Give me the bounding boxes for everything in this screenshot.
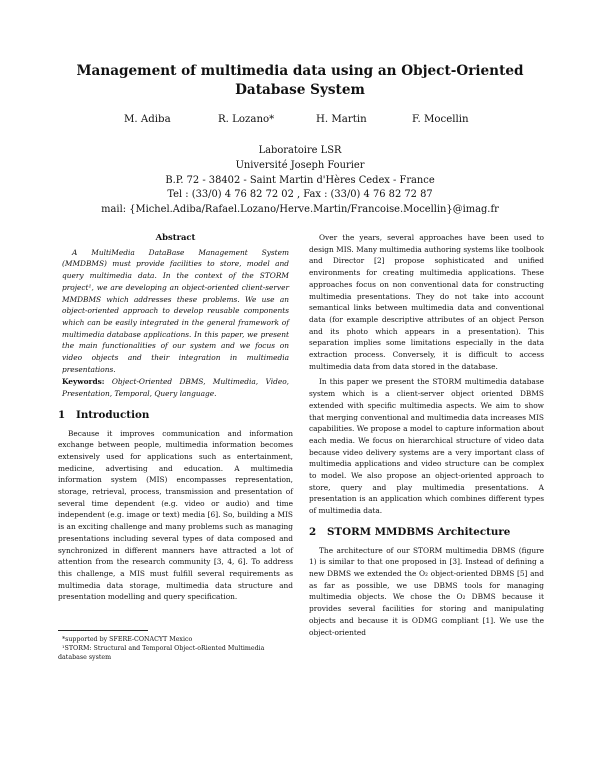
architecture-paragraph: The architecture of our STORM multimedia DBMS (figure 1) is similar to that one proposed in [3]. Instead of defining a new DBMS we extended the O₂ object-oriented DBMS [5] and as far as possible, we use DBMS tools for managing multimedia objects. We chose the O₂ DBMS because it provides several facilities for storing and manipulating objects and because it is ODMG compliant [1]. We use the object-oriented bbox=[309, 545, 544, 637]
left-column bbox=[58, 232, 293, 603]
author-name: F. Mocellin bbox=[412, 114, 469, 125]
keywords-text: Object-Oriented DBMS, Multimedia, Video, Presentation, Temporal, Query language. bbox=[62, 377, 289, 399]
body-paragraph: Over the years, several approaches have been used to design MIS. Many multimedia authoring systems like toolbook and Director [2] propose sophisticated and unified environments for creating multimedia applications. These approaches focus on non conventional data for constructing multimedia presentations. They do not take into account semantical links between multimedia data and conventional data (for example descriptive attributes of an object Person and its photo which appears in a presentation). This separation implies some limitations especially in the data extraction process. Conversely, it is difficult to access multimedia data from data stored in the database. bbox=[309, 233, 544, 371]
section-number: 2 bbox=[309, 525, 317, 538]
university-name: Université Joseph Fourier bbox=[235, 159, 365, 171]
email-line: mail: {Michel.Adiba/Rafael.Lozano/Herve.Martin/Francoise.Mocellin}@imag.fr bbox=[101, 204, 499, 216]
footnotes bbox=[58, 630, 293, 662]
body-paragraph: In this paper we present the STORM multimedia database system which is a client-server object oriented DBMS extended with specific multimedia aspects. We aim to show that merging conventional and multimedia data increases MIS capabilities. We propose a model to capture information about each media. We focus on hierarchical structure of video data because video delivery systems are a very important class of multimedia applications and video structure can be complex to model. We also propose an object-oriented approach to store, query and play multimedia presentations. A presentation is an application which combines different types of multimedia data. bbox=[309, 377, 544, 516]
section-title: STORM MMDBMS Architecture bbox=[327, 525, 511, 538]
abstract-text: A MultiMedia DataBase Management System (MMDBMS) must provide facilities to store, model and query multimedia data. In the context of the STORM project¹, we are developing an object-oriented client-server MMDBMS which addresses these problems. We use an object-oriented approach to develop reusable components which can be easily integrated in the general framework of multimedia database applications. In this paper, we present the main functionalities of our system and we focus on video objects and their integration in multimedia presentations. bbox=[62, 247, 289, 374]
footnote-1: *supported by SFERE-CONACYT Mexico bbox=[62, 636, 193, 643]
right-column bbox=[309, 232, 544, 638]
section-heading-introduction bbox=[58, 410, 293, 422]
section-number: 1 bbox=[58, 408, 66, 421]
phone-fax: Tel : (33/0) 4 76 82 72 02 , Fax : (33/0) 4 76 82 72 87 bbox=[167, 189, 433, 201]
author-name: R. Lozano* bbox=[218, 114, 275, 125]
author-name: H. Martin bbox=[316, 114, 367, 125]
section-heading-architecture bbox=[309, 527, 544, 539]
paper-title: Management of multimedia data using an Object-Oriented Database System bbox=[76, 63, 524, 98]
author-list bbox=[0, 114, 600, 132]
affiliation-block bbox=[20, 144, 580, 218]
keywords-label: Keywords: bbox=[62, 377, 105, 387]
intro-paragraph: Because it improves communication and information exchange between people, multimedia information becomes extensively used for applications such as entertainment, medicine, advertising and education. A multimedia information system (MIS) encompasses representation, storage, retrieval, process, transmission and presentation of several time dependent (e.g. video or audio) and time independent (e.g. image or text) media [6]. So, building a MIS is an exciting challenge and many problems such as managing presentations including several types of data composed and synchronized in different manners have attracted a lot of attention from the research community [3, 4, 6]. To address this challenge, a MIS must fulfill several requirements as multimedia data storage, multimedia data structure and presentation modelling and query specification. bbox=[58, 428, 293, 602]
postal-address: B.P. 72 - 38402 - Saint Martin d'Hères Cedex - France bbox=[165, 174, 435, 186]
author-name: M. Adiba bbox=[124, 114, 171, 125]
lab-name: Laboratoire LSR bbox=[258, 145, 342, 156]
footnote-2: ¹STORM: Structural and Temporal Object-oRiented Multimedia database system bbox=[58, 645, 265, 661]
footnote-rule bbox=[58, 630, 148, 631]
keywords-line bbox=[58, 376, 293, 399]
section-title: Introduction bbox=[76, 408, 150, 421]
abstract-heading: Abstract bbox=[155, 232, 196, 242]
